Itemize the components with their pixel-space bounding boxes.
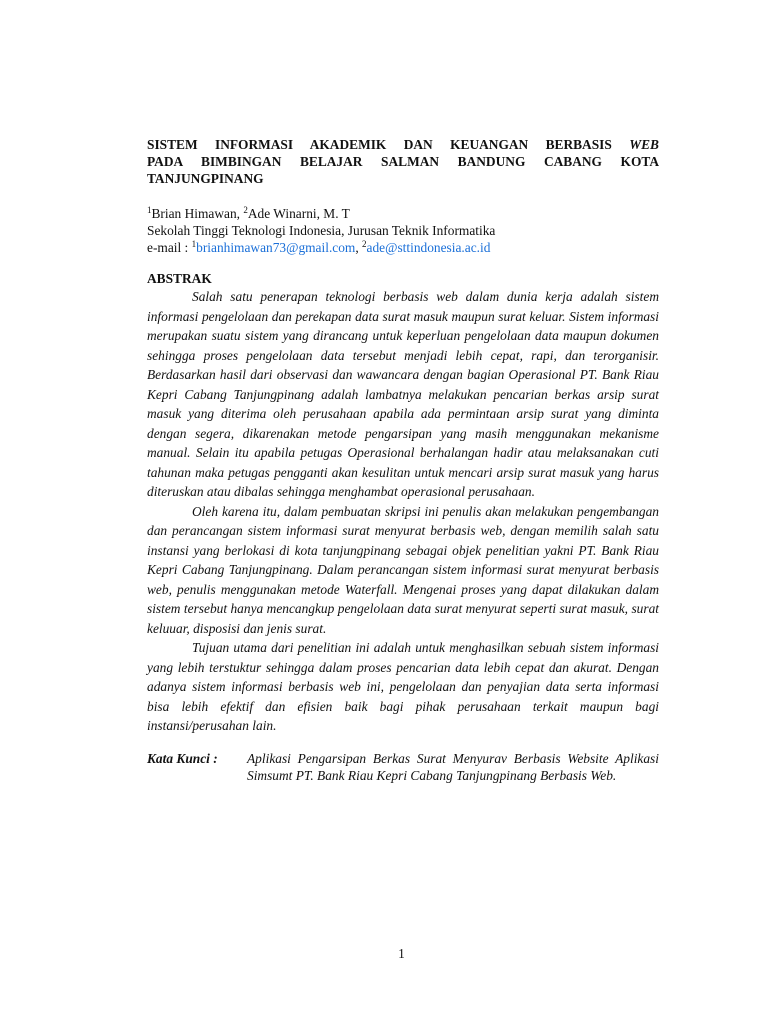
paper-content: [147, 136, 659, 784]
title-web-italic: WEB: [629, 137, 659, 152]
title-line-1-text: SISTEM INFORMASI AKADEMIK DAN KEUANGAN BERBASIS: [147, 137, 612, 152]
author1-name: Brian Himawan,: [151, 206, 244, 221]
abstract-paragraph-1: Salah satu penerapan teknologi berbasis web dalam dunia kerja adalah sistem informasi pengelolaan dan perekapan data surat masuk maupun surat keluar. Sistem informasi merupakan suatu sistem yang dirancang untuk keperluan pengelolaan data maupun dokumen sehingga proses pengelolaan data tersebut menjadi lebih cepat, rapi, dan terorganisir. Berdasarkan hasil dari observasi dan wawancara dengan bagian Operasional PT. Bank Riau Kepri Cabang Tanjungpinang adalah lambatnya melakukan pencarian berkas arsip surat masuk yang diterima oleh perusahaan apabila ada permintaan arsip surat yang diminta dengan segera, dikarenakan metode pengarsipan yang masih menggunakan mekanisme manual. Selain itu apabila petugas Operasional berhalangan hadir atau melaksanakan cuti tahunan maka petugas pengganti akan kesulitan untuk mencari arsip surat masuk yang harus diteruskan atau dibalas sehingga menghambat operasional perusahaan.: [147, 289, 659, 499]
email-separator: ,: [355, 240, 363, 255]
keywords-text: Aplikasi Pengarsipan Berkas Surat Menyurav Berbasis Website Aplikasi Simsumt PT. Bank Riau Kepri Cabang Tanjungpinang Berbasis Web.: [247, 750, 659, 783]
keywords-label: Kata Kunci :: [147, 750, 218, 766]
email1-sup: 1: [191, 239, 197, 249]
author-block: [147, 205, 659, 256]
email2-sup: 2: [362, 239, 367, 249]
title-line-2: PADA BIMBINGAN BELAJAR SALMAN BANDUNG CABANG KOTA: [147, 154, 659, 169]
author-names: [147, 205, 659, 222]
title-line-1: [147, 136, 659, 153]
abstract-heading: ABSTRAK: [147, 271, 212, 286]
title-line-3: TANJUNGPINANG: [147, 171, 264, 186]
paper-title: [147, 136, 659, 187]
abstract-body: [147, 287, 659, 736]
author2-name: Ade Winarni, M. T: [247, 206, 350, 221]
keywords-block: [147, 750, 659, 784]
author-institution: Sekolah Tinggi Teknologi Indonesia, Jurusan Teknik Informatika: [147, 223, 496, 238]
author-emails: [147, 239, 659, 256]
email-label: e-mail :: [147, 240, 192, 255]
abstract-paragraph-2: Oleh karena itu, dalam pembuatan skripsi ini penulis akan melakukan pengembangan dan perancangan sistem informasi surat menyurat berbasis web, dengan memilih salah satu instansi yang berlokasi di kota tanjungpinang sebagai objek penelitian yakni PT. Bank Riau Kepri Cabang Tanjungpinang. Dalam perancangan sistem informasi surat menyurat berbasis web, penulis menggunakan metode Waterfall. Mengenai proses yang dapat dilakukan dalam sistem tersebut hanya mencangkup pengelolaan data surat menyurat seperti surat masuk, surat keluuar, disposisi dan jenis surat.: [147, 503, 659, 636]
email2-link[interactable]: ade@sttindonesia.ac.id: [366, 240, 491, 255]
abstract-paragraph-3: Tujuan utama dari penelitian ini adalah untuk menghasilkan sebuah sistem informasi yang lebih terstuktur sehingga dalam proses pencarian data lebih cepat dan akurat. Dengan adanya sistem informasi berbasis web ini, pengelolaan dan penyajian data serta informasi bisa lebih efektif dan efisien baik bagi pihak perusahaan terkait maupun bagi instansi/perusahan lain.: [147, 640, 659, 733]
page-number: 1: [398, 946, 405, 961]
email1-link[interactable]: brianhimawan73@gmail.com: [196, 240, 356, 255]
author2-sup: 2: [243, 205, 248, 215]
author1-sup: 1: [147, 205, 152, 215]
